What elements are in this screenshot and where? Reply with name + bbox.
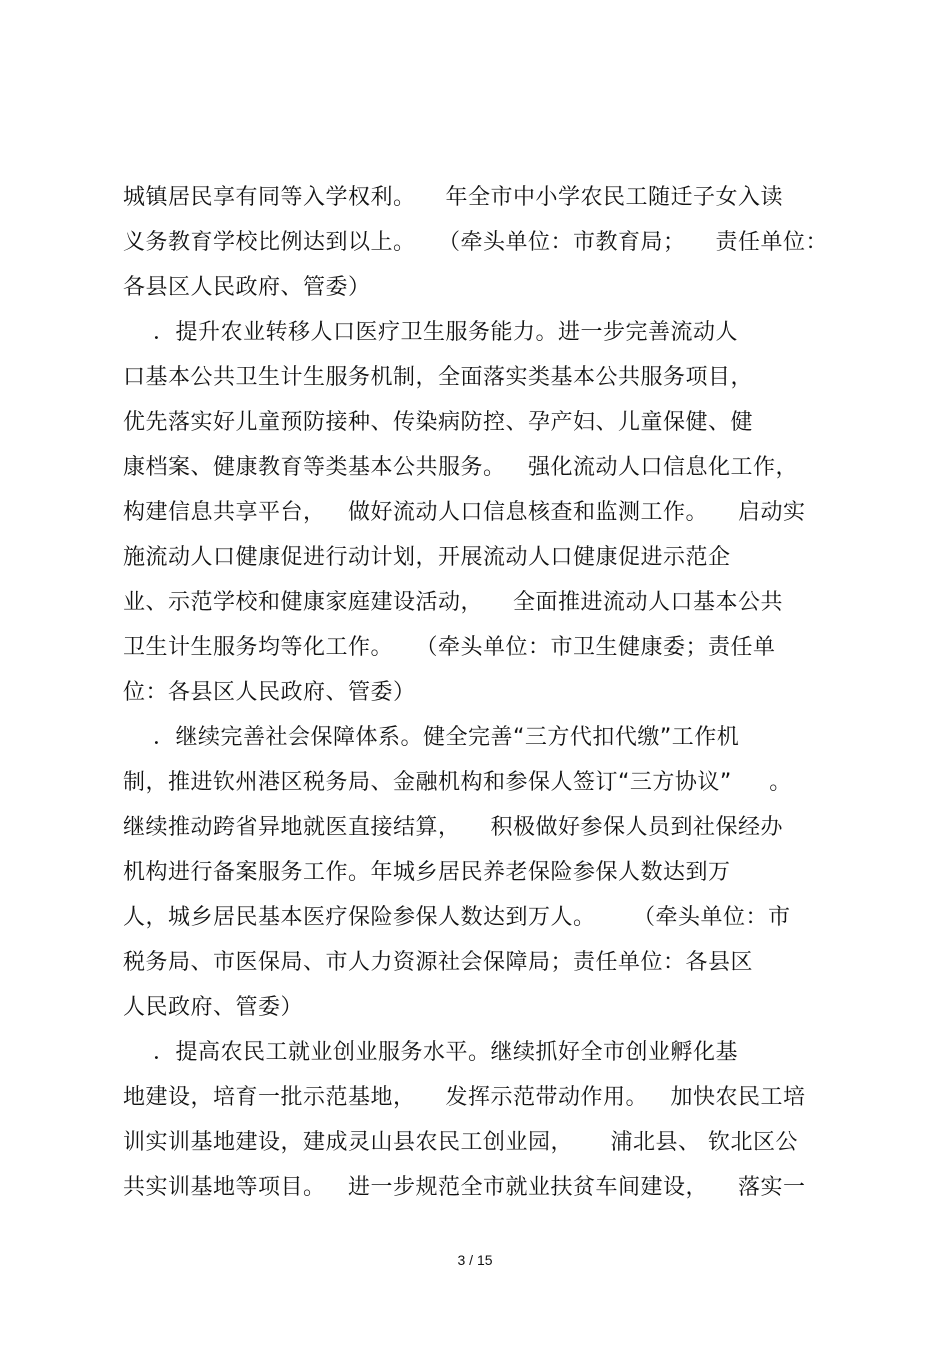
text-line: 义务教育学校比例达到以上。 （牵头单位：市教育局； 责任单位： bbox=[123, 230, 828, 255]
text-line: 构建信息共享平台， 做好流动人口信息核查和监测工作。 启动实 bbox=[123, 500, 806, 525]
text-line: 康档案、健康教育等类基本公共服务。 强化流动人口信息化工作， bbox=[123, 455, 798, 480]
text-line: 口基本公共卫生计生服务机制，全面落实类基本公共服务项目， bbox=[123, 365, 754, 390]
text-line: 继续推动跨省异地就医直接结算， 积极做好参保人员到社保经办 bbox=[123, 815, 783, 840]
text-line: 人民政府、管委） bbox=[123, 995, 304, 1020]
text-line: 优先落实好儿童预防接种、传染病防控、孕产妇、儿童保健、健 bbox=[123, 410, 754, 435]
page-number: 3 / 15 bbox=[457, 1252, 493, 1268]
text-line: 施流动人口健康促进行动计划，开展流动人口健康促进示范企 bbox=[123, 545, 731, 570]
text-line: 业、示范学校和健康家庭建设活动， 全面推进流动人口基本公共 bbox=[123, 590, 783, 615]
text-line: 机构进行备案服务工作。年城乡居民养老保险参保人数达到万 bbox=[123, 860, 731, 885]
text-line: 位：各县区人民政府、管委） bbox=[123, 680, 416, 705]
text-line: ．继续完善社会保障体系。健全完善“三方代扣代缴”工作机 bbox=[123, 725, 740, 750]
text-line: 训实训基地建设，建成灵山县农民工创业园， 浦北县、 钦北区公 bbox=[123, 1130, 798, 1155]
text-line: ．提高农民工就业创业服务水平。继续抓好全市创业孵化基 bbox=[123, 1040, 738, 1065]
text-line: 制，推进钦州港区税务局、金融机构和参保人签订“三方协议” 。 bbox=[123, 770, 792, 795]
text-line: 地建设，培育一批示范基地， 发挥示范带动作用。 加快农民工培 bbox=[123, 1085, 806, 1110]
text-line: 城镇居民享有同等入学权利。 年全市中小学农民工随迁子女入读 bbox=[123, 185, 783, 210]
text-line: 卫生计生服务均等化工作。 （牵头单位：市卫生健康委；责任单 bbox=[123, 635, 776, 660]
text-line: 各县区人民政府、管委） bbox=[123, 275, 371, 300]
text-line: 共实训基地等项目。 进一步规范全市就业扶贫车间建设， 落实一 bbox=[123, 1175, 806, 1200]
text-line: ．提升农业转移人口医疗卫生服务能力。进一步完善流动人 bbox=[123, 320, 738, 345]
text-line: 人，城乡居民基本医疗保险参保人数达到万人。 （牵头单位：市 bbox=[123, 905, 791, 930]
text-line: 税务局、市医保局、市人力资源社会保障局；责任单位：各县区 bbox=[123, 950, 754, 975]
